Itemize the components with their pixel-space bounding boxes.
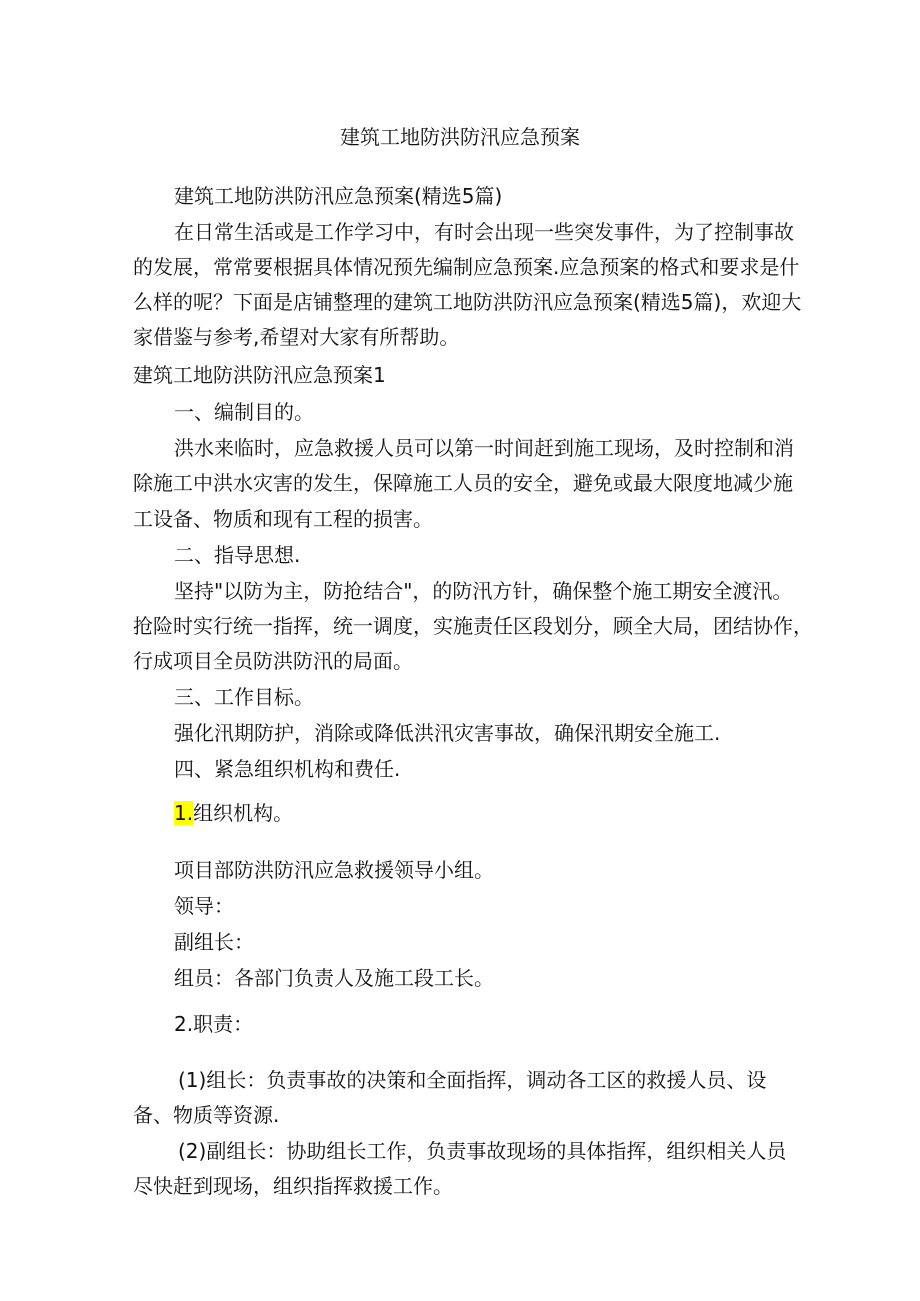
- paragraph-line: 除施工中洪水灾害的发生，保障施工人员的安全，避免或最大限度地减少施: [133, 471, 793, 495]
- paragraph-line: 项目部防洪防汛应急救援领导小组。: [174, 858, 494, 882]
- paragraph-line: 领导：: [174, 894, 234, 918]
- org-structure-line: [174, 799, 293, 827]
- document-title: 建筑工地防洪防汛应急预案: [340, 125, 580, 149]
- subsection-heading: 三、工作目标。: [174, 685, 314, 709]
- paragraph-line: 尽快赶到现场，组织指挥救援工作。: [133, 1174, 453, 1198]
- paragraph-line: 么样的呢？下面是店铺整理的建筑工地防洪防汛应急预案(精选5篇)，欢迎大: [133, 290, 802, 314]
- section-heading: 建筑工地防洪防汛应急预案1: [133, 363, 386, 387]
- subsection-heading: 四、紧急组织机构和费任.: [174, 757, 401, 781]
- paragraph-line: 坚持"以防为主，防抢结合"，的防汛方针，确保整个施工期安全渡汛。: [174, 579, 793, 603]
- paragraph-line: 的发展，常常要根据具体情况预先编制应急预案.应急预案的格式和要求是什: [133, 255, 800, 279]
- subsection-heading: 二、指导思想.: [174, 543, 301, 567]
- org-structure-text: 组织机构。: [193, 801, 294, 825]
- paragraph-line: 家借鉴与参考,希望对大家有所帮助。: [133, 325, 460, 349]
- subsection-heading: 2.职责：: [174, 1012, 254, 1036]
- subsection-heading: 一、编制目的。: [174, 400, 314, 424]
- paragraph-line: 行成项目全员防洪防汛的局面。: [133, 649, 413, 673]
- paragraph-line: 副组长：: [174, 930, 254, 954]
- paragraph-line: 抢险时实行统一指挥，统一调度，实施责任区段划分，顾全大局，团结协作，: [133, 614, 813, 638]
- subtitle-line: 建筑工地防洪防汛应急预案(精选5篇): [174, 184, 503, 208]
- paragraph-line: (1)组长：负责事故的决策和全面指挥，调动各工区的救援人员、设: [178, 1068, 767, 1092]
- paragraph-line: 洪水来临时，应急救援人员可以第一时间赶到施工现场，及时控制和消: [174, 436, 794, 460]
- highlighted-number: 1.: [174, 801, 194, 825]
- paragraph-line: 在日常生活或是工作学习中，有时会出现一些突发事件，为了控制事故: [174, 220, 794, 244]
- paragraph-line: 强化汛期防护，消除或降低洪汛灾害事故，确保汛期安全施工.: [174, 721, 721, 745]
- paragraph-line: 组员：各部门负责人及施工段工长。: [174, 966, 494, 990]
- paragraph-line: (2)副组长：协助组长工作，负责事故现场的具体指挥，组织相关人员: [178, 1139, 787, 1163]
- paragraph-line: 备、物质等资源.: [133, 1103, 280, 1127]
- paragraph-line: 工设备、物质和现有工程的损害。: [133, 507, 433, 531]
